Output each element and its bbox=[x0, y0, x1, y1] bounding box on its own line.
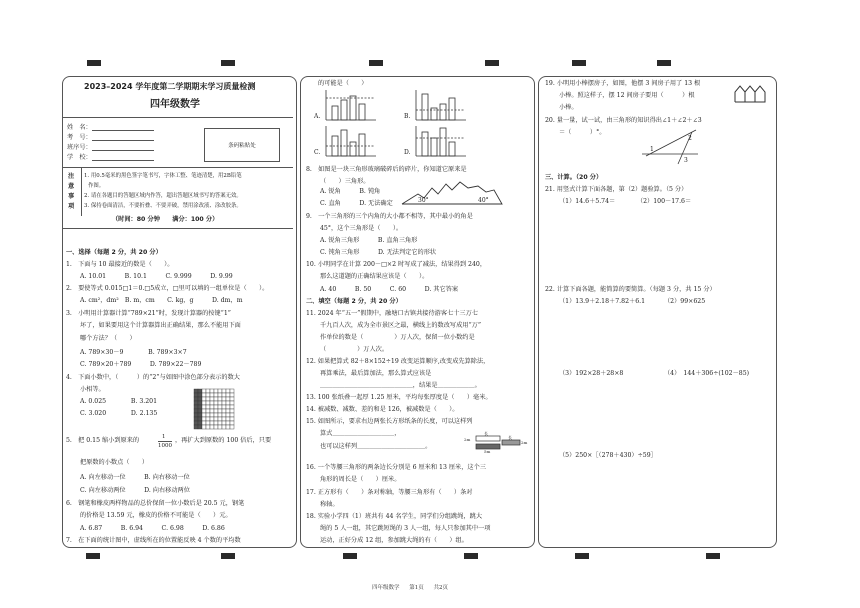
strip-label: 5m bbox=[484, 449, 491, 454]
question-line: 哪个方法？（ ） bbox=[80, 335, 136, 342]
grid-cell bbox=[210, 401, 214, 405]
grid-cell bbox=[198, 417, 202, 421]
registration-mark bbox=[221, 553, 235, 559]
grid-cell bbox=[198, 401, 202, 405]
grid-cell bbox=[194, 421, 198, 425]
option-line: A. 40 B. 50 C. 60 D. 其它答案 bbox=[320, 286, 459, 293]
question-line: 那么这道题的正确结果应该是（ ）。 bbox=[320, 273, 429, 280]
option-line: A. 10.01 B. 10.1 C. 9.999 D. 9.99 bbox=[80, 273, 233, 280]
notes-label: 注 bbox=[68, 173, 75, 180]
grid-cell bbox=[226, 409, 230, 413]
question-line: 5. 把 0.15 缩小到原来的 bbox=[66, 437, 140, 444]
grid-cell bbox=[222, 413, 226, 417]
option-line: C. 3.020 D. 2.135 bbox=[80, 410, 158, 417]
question-line: 9. 一个三角形的三个内角的大小都不相等，其中最小的角是 bbox=[306, 213, 473, 220]
footer-page: 第1页 bbox=[409, 585, 424, 591]
question-line: 2. 要使等式 0.015□1＝0.□5成立，□里可以填的一组单位是（ ）。 bbox=[66, 285, 269, 292]
question-line: （ ）万人次。 bbox=[320, 346, 389, 353]
grid-cell bbox=[202, 409, 206, 413]
average-bar-chart-options bbox=[306, 86, 471, 158]
question-line: 再算乘法，最后算加法，那么算式应该是 bbox=[320, 370, 432, 377]
question-line: 17. 正方形有（ ）条对称轴，等腰三角形有（ ）条对 bbox=[306, 489, 473, 496]
question-line: 角形的周长是（ ）厘米。 bbox=[320, 476, 401, 483]
grid-cell bbox=[218, 409, 222, 413]
note-line: 1. 用0.5毫米的黑色签字笔书写，字体工整、笔迹清楚，用2B铅笔 bbox=[84, 173, 242, 179]
grid-cell bbox=[214, 417, 218, 421]
grid-cell bbox=[230, 417, 234, 421]
option-line: A. 锐角三角形 B. 直角三角形 bbox=[320, 237, 418, 244]
grid-cell bbox=[194, 409, 198, 413]
grid-cell bbox=[226, 401, 230, 405]
notes-label: 意 bbox=[68, 183, 75, 190]
calc-item: （1）13.9＋2.18＋7.82＋6.1 bbox=[559, 298, 646, 305]
grid-cell bbox=[194, 417, 198, 421]
name-field[interactable] bbox=[92, 130, 154, 131]
question-line: 4. 下面小数中，（ ）的“2”与如图中涂色部分表示的数大 bbox=[66, 374, 240, 381]
grid-cell bbox=[206, 401, 210, 405]
question-line: 45°，这个三角形是（ ）。 bbox=[320, 225, 403, 232]
grid-cell bbox=[210, 417, 214, 421]
registration-mark bbox=[572, 60, 586, 66]
grid-cell bbox=[202, 413, 206, 417]
question-line: ＝（ ）°。 bbox=[559, 129, 606, 136]
grid-cell bbox=[218, 417, 222, 421]
option-line: C. 直角 D. 无法确定 bbox=[320, 200, 393, 207]
registration-mark bbox=[369, 60, 383, 66]
notes-label: 项 bbox=[68, 203, 75, 210]
calc-item: （3）192×28＋28×8 bbox=[559, 370, 624, 377]
grid-cell bbox=[206, 421, 210, 425]
note-line: 作图。 bbox=[88, 183, 105, 189]
question-line: ＿＿＿＿＿＿＿＿＿＿＿＿＿＿＿，结果是＿＿＿＿＿＿。 bbox=[320, 382, 481, 389]
grid-cell bbox=[230, 389, 234, 393]
footer-subject: 四年级数学 bbox=[372, 585, 400, 591]
grid-cell bbox=[194, 425, 198, 429]
grid-cell bbox=[198, 393, 202, 397]
grid-cell bbox=[222, 389, 226, 393]
registration-mark bbox=[221, 60, 235, 66]
grid-cell bbox=[198, 405, 202, 409]
notes-label: 事 bbox=[68, 193, 75, 200]
question-line: （ ）三角形。 bbox=[320, 178, 370, 185]
question-line: ，再扩大到原数的 100 倍后，只要 bbox=[175, 437, 272, 444]
grid-cell bbox=[222, 401, 226, 405]
question-line: 1. 下面与 10 最接近的数是（ ）。 bbox=[66, 261, 174, 268]
stick-houses-figure bbox=[733, 84, 769, 104]
grid-cell bbox=[202, 405, 206, 409]
grid-cell bbox=[198, 389, 202, 393]
registration-mark bbox=[706, 553, 720, 559]
school-field[interactable] bbox=[92, 160, 154, 161]
grid-cell bbox=[226, 413, 230, 417]
question-line: 算式＿＿＿＿＿＿＿＿＿＿， bbox=[320, 430, 401, 437]
fraction-denominator: 1000 bbox=[158, 443, 172, 449]
grid-cell bbox=[222, 393, 226, 397]
grid-cell bbox=[218, 397, 222, 401]
class-number-field[interactable] bbox=[92, 150, 154, 151]
angle-40-label: 40° bbox=[478, 197, 489, 204]
question-line: 18. 实验小学四（1）班共有 44 名学生，同学们分组跳绳，跳大 bbox=[306, 513, 483, 520]
note-line: 3. 保持卷面清洁，不要折叠、不要弄破，禁用涂改液、涂改胶条。 bbox=[84, 203, 242, 209]
grid-cell bbox=[218, 405, 222, 409]
option-line: A. 6.87 B. 6.94 C. 6.98 D. 6.86 bbox=[80, 525, 225, 532]
question-line: 也可以这样列＿＿＿＿＿＿＿＿＿＿＿。 bbox=[320, 443, 432, 450]
angle-label: 1 bbox=[650, 146, 654, 153]
option-line: A. 0.025 B. 3.201 bbox=[80, 398, 158, 405]
exam-subject: 四年级数学 bbox=[150, 99, 200, 110]
grid-cell bbox=[206, 417, 210, 421]
grid-cell bbox=[218, 421, 222, 425]
grid-cell bbox=[226, 397, 230, 401]
question-line: 21. 用竖式计算下面各题，第（2）题验算。（5 分） bbox=[545, 186, 688, 193]
grid-cell bbox=[194, 413, 198, 417]
grid-cell bbox=[210, 389, 214, 393]
svg-text:B.: B. bbox=[404, 113, 411, 120]
grid-cell bbox=[222, 421, 226, 425]
grid-cell bbox=[210, 409, 214, 413]
question-line: 7. 在下面的统计图中，虚线所在的位置能反映 4 个数的平均数 bbox=[66, 537, 241, 544]
hundred-grid-figure bbox=[190, 385, 238, 433]
question-line: 绳的 5 人一组，其它跳短绳的 3 人一组，每人只参加其中一项 bbox=[320, 525, 491, 532]
question-line: 小相等。 bbox=[80, 386, 105, 393]
grid-cell bbox=[222, 397, 226, 401]
grid-cell bbox=[194, 401, 198, 405]
grid-cell bbox=[198, 425, 202, 429]
grid-cell bbox=[226, 405, 230, 409]
grid-cell bbox=[230, 393, 234, 397]
grid-cell bbox=[230, 413, 234, 417]
grid-cell bbox=[206, 393, 210, 397]
question-line: 14. 被减数、减数、差的和是 126，被减数是（ ）。 bbox=[306, 406, 459, 413]
registration-mark bbox=[485, 60, 499, 66]
grid-cell bbox=[218, 393, 222, 397]
question-line: 3. 小明用计算器计算“789×21”时，发现计算器的按键“1” bbox=[66, 310, 231, 317]
question-line: 13. 100 张纸叠一起厚 1.25 厘米，平均每张厚度是（ ）毫米。 bbox=[306, 394, 492, 401]
grid-cell bbox=[210, 421, 214, 425]
question-line: （1）14.6＋5.74＝ （2）100－17.6＝ bbox=[559, 198, 692, 205]
question-line: 千九百人次，成为全市景区之最，横线上的数改写成用“万” bbox=[320, 322, 482, 329]
grid-cell bbox=[202, 425, 206, 429]
question-line: 15. 如图所示，要求右边两张长方形纸条的长度，可以这样列 bbox=[306, 418, 473, 425]
grid-cell bbox=[206, 413, 210, 417]
strip-label: 2m bbox=[464, 437, 471, 442]
grid-cell bbox=[210, 405, 214, 409]
grid-cell bbox=[198, 397, 202, 401]
option-line: A. 锐角 B. 钝角 bbox=[320, 188, 381, 195]
calc-item: （2）99×625 bbox=[664, 298, 706, 305]
grid-cell bbox=[226, 425, 230, 429]
calc-item: （5）250×［（278＋430）÷59］ bbox=[559, 452, 657, 459]
grid-cell bbox=[210, 397, 214, 401]
question-line: 12. 如果把算式 82＋8×152÷19 改变运算顺序,改变成先算除法， bbox=[306, 358, 490, 365]
grid-cell bbox=[222, 425, 226, 429]
grid-cell bbox=[226, 417, 230, 421]
grid-cell bbox=[230, 405, 234, 409]
question-line: 16. 一个等腰三角形的两条边长分别是 6 厘米和 13 厘米，这个三 bbox=[306, 464, 486, 471]
question-line: 22. 计算下面各题，能简算的要简算。（每题 3 分，共 15 分） bbox=[545, 286, 716, 293]
question-line: 20. 量一量，试一试，由三角形的知识得出∠1＋∠2＋∠3 bbox=[545, 117, 702, 124]
angle-30-label: 30° bbox=[418, 197, 429, 204]
registration-mark bbox=[464, 553, 478, 559]
note-line: 2. 请在各题目的答题区域内作答，超出答题区域书写的答案无效。 bbox=[84, 193, 242, 199]
grid-cell bbox=[194, 393, 198, 397]
grid-cell bbox=[230, 401, 234, 405]
svg-text:D.: D. bbox=[404, 149, 411, 156]
grid-cell bbox=[230, 421, 234, 425]
option-line: C. 钝角三角形 D. 无法判定它的形状 bbox=[320, 249, 437, 256]
angle-label: 2 bbox=[688, 135, 692, 142]
angle-sum-figure bbox=[640, 126, 700, 166]
option-line: A. 向左移动一位 B. 向右移动一位 bbox=[80, 474, 190, 481]
page-footer bbox=[372, 583, 448, 591]
grid-cell bbox=[222, 405, 226, 409]
grid-cell bbox=[206, 397, 210, 401]
grid-cell bbox=[226, 421, 230, 425]
question-line: 10. 小明同学在计算 200－□×2 时写成了减法，结果得到 240， bbox=[306, 261, 487, 268]
question-line: 的价格是 13.59 元，橡皮的价格不可能是（ ）元。 bbox=[80, 512, 232, 519]
grid-cell bbox=[206, 425, 210, 429]
paper-strips-figure bbox=[462, 430, 528, 454]
question-line: 6. 钢笔和橡皮两样物品的总价保留一位小数后是 20.5 元，钢笔 bbox=[66, 500, 245, 507]
exam-title: 2023–2024 学年度第二学期期末学习质量检测 bbox=[84, 82, 256, 91]
exam-number-label: 考 号： bbox=[67, 134, 92, 141]
registration-mark bbox=[575, 553, 589, 559]
grid-cell bbox=[214, 397, 218, 401]
section-2-title: 二、填空（每题 2 分，共 20 分） bbox=[306, 298, 402, 305]
grid-cell bbox=[230, 409, 234, 413]
registration-mark bbox=[343, 553, 357, 559]
section-1-title: 一、选择（每题 2 分，共 20 分） bbox=[66, 249, 162, 256]
grid-cell bbox=[210, 413, 214, 417]
option-line: C. 向左移动两位 D. 向右移动两位 bbox=[80, 487, 190, 494]
grid-cell bbox=[198, 413, 202, 417]
grid-cell bbox=[214, 405, 218, 409]
broken-triangle-figure bbox=[398, 180, 506, 208]
time-score: （时间：80 分钟 满分：100 分） bbox=[112, 216, 219, 223]
registration-mark bbox=[86, 553, 100, 559]
barcode-area: 条码粘贴处 bbox=[204, 128, 280, 162]
question-line: 作单位的数是（ ）万人次，保留一位小数约是 bbox=[320, 334, 475, 341]
grid-cell bbox=[202, 421, 206, 425]
grid-cell bbox=[202, 401, 206, 405]
registration-mark bbox=[87, 60, 101, 66]
grid-cell bbox=[214, 389, 218, 393]
grid-cell bbox=[222, 417, 226, 421]
divider bbox=[63, 167, 293, 168]
grid-cell bbox=[210, 393, 214, 397]
grid-cell bbox=[194, 389, 198, 393]
question-line: 的可能是（ ） bbox=[318, 80, 368, 87]
grid-cell bbox=[210, 425, 214, 429]
grid-cell bbox=[206, 405, 210, 409]
grid-cell bbox=[214, 401, 218, 405]
grid-cell bbox=[206, 389, 210, 393]
grid-cell bbox=[226, 393, 230, 397]
grid-cell bbox=[214, 409, 218, 413]
school-label: 学 校： bbox=[67, 154, 92, 161]
grid-cell bbox=[202, 397, 206, 401]
question-line: 小棒。 bbox=[559, 104, 578, 111]
exam-number-field[interactable] bbox=[92, 140, 154, 141]
question-line: 8. 如图是一块三角形玻璃破碎后的碎片，你知道它原来是 bbox=[306, 166, 467, 173]
grid-cell bbox=[214, 425, 218, 429]
svg-text:A.: A. bbox=[314, 113, 321, 120]
grid-cell bbox=[230, 397, 234, 401]
grid-cell bbox=[230, 425, 234, 429]
question-line: 11. 2024 年“五一”假期中，融塘口古镇共接待游客七十三万七 bbox=[306, 310, 478, 317]
registration-mark bbox=[657, 60, 671, 66]
grid-cell bbox=[194, 397, 198, 401]
grid-cell bbox=[218, 401, 222, 405]
grid-cell bbox=[218, 389, 222, 393]
grid-cell bbox=[214, 413, 218, 417]
question-line: 运动，正好分成 12 组，参加跳大绳的有（ ）组。 bbox=[320, 537, 468, 544]
grid-cell bbox=[198, 409, 202, 413]
grid-cell bbox=[214, 421, 218, 425]
strip-label: 长 bbox=[484, 431, 488, 436]
question-line: 坏了，如果要用这个计算器算出正确结果，那么不能用下面 bbox=[80, 322, 241, 329]
grid-cell bbox=[202, 389, 206, 393]
grid-cell bbox=[206, 409, 210, 413]
option-line: A. cm²，dm² B. m，cm C. kg，g D. dm，m bbox=[80, 297, 243, 304]
option-line: A. 789×30－9 B. 789×3×7 bbox=[80, 349, 187, 356]
grid-cell bbox=[218, 413, 222, 417]
grid-cell bbox=[222, 409, 226, 413]
grid-cell bbox=[226, 389, 230, 393]
grid-cell bbox=[214, 393, 218, 397]
grid-cell bbox=[198, 421, 202, 425]
angle-label: 3 bbox=[684, 157, 688, 164]
grid-cell bbox=[194, 405, 198, 409]
grid-cell bbox=[202, 393, 206, 397]
question-line: 19. 小明用小棒摆房子，如图，他摆 3 间房子用了 13 根 bbox=[545, 80, 701, 87]
strip-label: 长 bbox=[508, 435, 512, 440]
question-line: 小棒。照这样子，摆 12 间房子要用（ ）根 bbox=[559, 92, 695, 99]
footer-total: 共2页 bbox=[433, 585, 449, 591]
name-label: 姓 名： bbox=[67, 124, 92, 131]
fraction-numerator: 1 bbox=[162, 434, 166, 440]
calc-item: （4） 144＋306÷(102－85) bbox=[664, 370, 750, 377]
question-line: 把原数的小数点（ ） bbox=[80, 459, 149, 466]
strip-label: 2m bbox=[521, 440, 528, 445]
grid-cell bbox=[218, 425, 222, 429]
class-number-label: 班序号： bbox=[67, 144, 92, 151]
question-line: 称轴。 bbox=[320, 501, 339, 508]
grid-cell bbox=[202, 417, 206, 421]
option-line: C. 789×20＋789 D. 789×22－789 bbox=[80, 361, 202, 368]
section-3-title: 三、计算。（20 分） bbox=[545, 174, 603, 181]
svg-text:C.: C. bbox=[314, 149, 321, 156]
